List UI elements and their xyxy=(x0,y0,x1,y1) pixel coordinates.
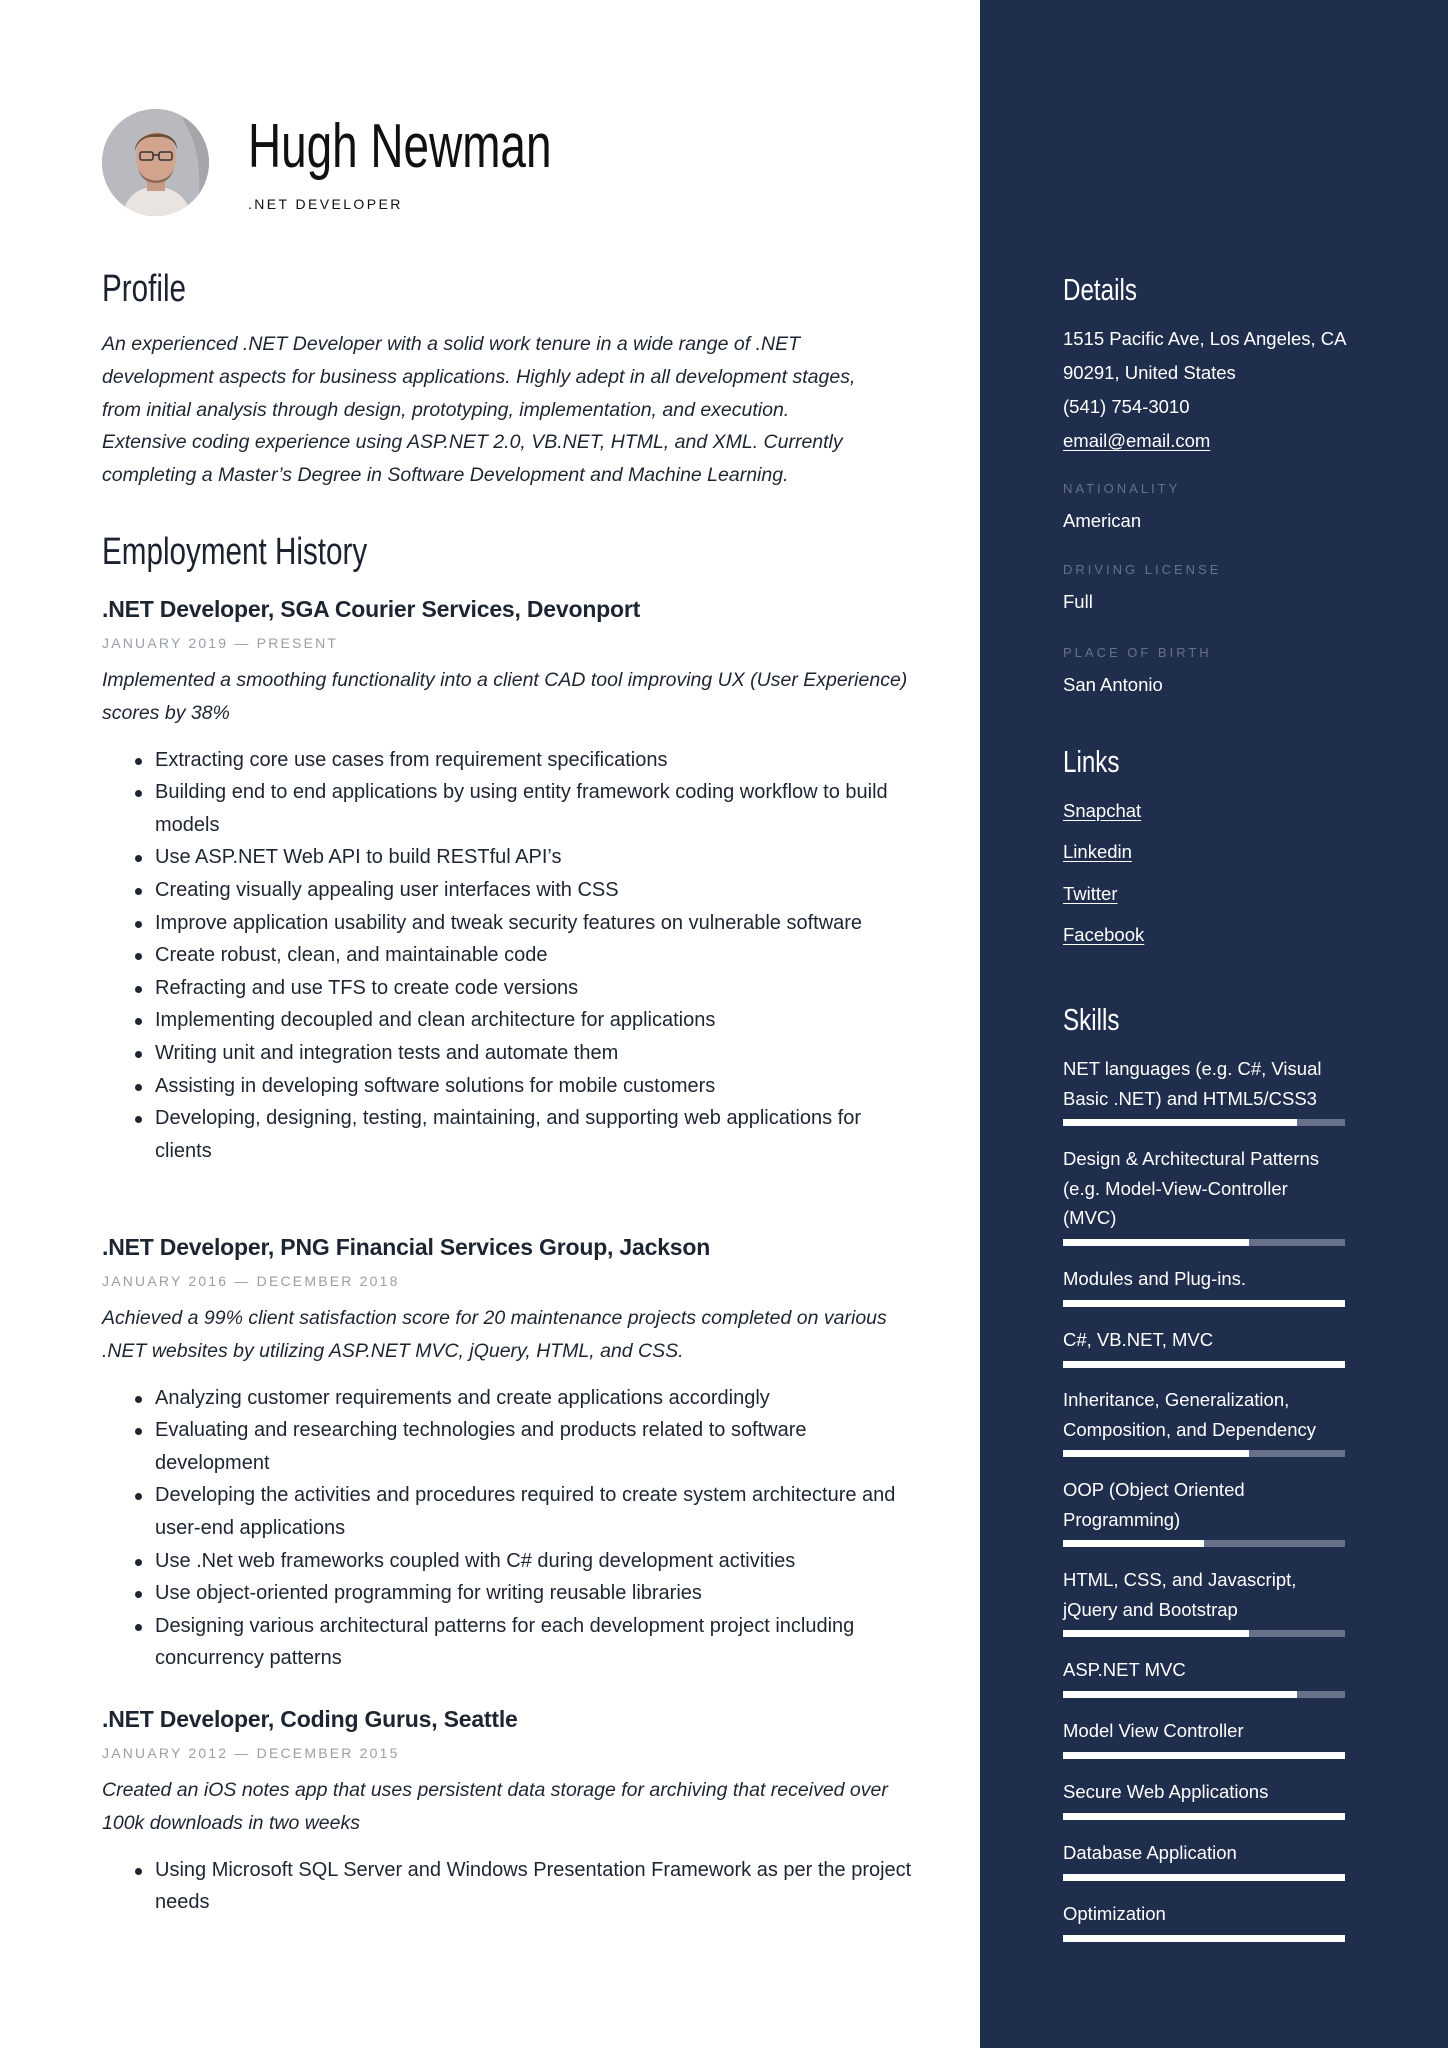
skill-level-bar xyxy=(1063,1691,1345,1698)
profile-line: development aspects for business applications. Highly adept in all development stages, xyxy=(102,365,856,388)
job-entry xyxy=(102,594,922,1167)
skill-level-bar xyxy=(1063,1239,1345,1246)
list-item: Evaluating and researching technologies and products related to software development xyxy=(155,1414,915,1479)
skill-item xyxy=(1063,1838,1345,1881)
place-of-birth-label: PLACE OF BIRTH xyxy=(1063,645,1212,660)
skill-name: C#, VB.NET, MVC xyxy=(1063,1329,1214,1350)
job-entry xyxy=(102,1704,922,1919)
profile-line: An experienced .NET Developer with a solid work tenure in a wide range of .NET xyxy=(102,333,801,355)
list-item: Using Microsoft SQL Server and Windows Presentation Framework as per the project needs xyxy=(155,1854,915,1919)
nationality-value: American xyxy=(1063,510,1142,531)
job-dates: JANUARY 2012 — DECEMBER 2015 xyxy=(102,1745,400,1761)
link-snapchat[interactable]: Snapchat xyxy=(1063,800,1142,821)
profile-line: from initial analysis through design, prototyping, implementation, and execution. xyxy=(102,398,790,421)
job-bullet-list xyxy=(102,744,922,1168)
skill-level-bar xyxy=(1063,1752,1345,1759)
skill-name: Optimization xyxy=(1063,1903,1166,1924)
list-item: Implementing decoupled and clean architecture for applications xyxy=(155,1004,915,1037)
list-item: Improve application usability and tweak security features on vulnerable software xyxy=(155,907,915,940)
skill-item xyxy=(1063,1264,1345,1307)
link-facebook[interactable]: Facebook xyxy=(1063,924,1145,945)
job-entry xyxy=(102,1232,922,1675)
job-title: .NET Developer, Coding Gurus, Seattle xyxy=(102,1706,518,1732)
skill-name: NET languages (e.g. C#, Visual Basic .NET) and HTML5/CSS3 xyxy=(1063,1058,1322,1109)
skill-name: Secure Web Applications xyxy=(1063,1781,1269,1802)
skill-level-bar xyxy=(1063,1630,1345,1637)
address-line-1: 1515 Pacific Ave, Los Angeles, CA xyxy=(1063,328,1347,349)
skill-name: Design & Architectural Patterns (e.g. Model-View-Controller (MVC) xyxy=(1063,1148,1320,1228)
place-of-birth-value: San Antonio xyxy=(1063,674,1163,695)
skill-level-fill xyxy=(1063,1813,1345,1820)
section-heading-profile: Profile xyxy=(102,268,187,310)
skill-level-bar xyxy=(1063,1935,1345,1942)
skill-level-fill xyxy=(1063,1300,1345,1307)
skill-level-fill xyxy=(1063,1361,1345,1368)
avatar xyxy=(102,109,209,216)
skill-name: ASP.NET MVC xyxy=(1063,1659,1186,1680)
skill-item xyxy=(1063,1899,1345,1942)
list-item: Analyzing customer requirements and create applications accordingly xyxy=(155,1382,915,1415)
skill-level-fill xyxy=(1063,1691,1297,1698)
driving-license-label: DRIVING LICENSE xyxy=(1063,562,1222,577)
skill-item xyxy=(1063,1144,1345,1246)
job-summary: Created an iOS notes app that uses persistent data storage for archiving that received over 100k downloads in two weeks xyxy=(102,1779,888,1834)
skill-item xyxy=(1063,1716,1345,1759)
skill-item xyxy=(1063,1475,1345,1547)
list-item: Developing the activities and procedures required to create system architecture and user-end applications xyxy=(155,1479,915,1544)
list-item: Use object-oriented programming for writing reusable libraries xyxy=(155,1577,915,1610)
list-item: Create robust, clean, and maintainable code xyxy=(155,939,915,972)
job-title: .NET Developer, PNG Financial Services Group, Jackson xyxy=(102,1234,711,1260)
skill-level-bar xyxy=(1063,1450,1345,1457)
skill-name: Model View Controller xyxy=(1063,1720,1244,1741)
skill-level-fill xyxy=(1063,1630,1249,1637)
driving-license-value: Full xyxy=(1063,591,1093,612)
job-summary: Achieved a 99% client satisfaction score for 20 maintenance projects completed on various .NET websites by utilizing ASP.NET MVC, jQuery, HTML, and CSS. xyxy=(102,1307,887,1362)
job-dates: JANUARY 2016 — DECEMBER 2018 xyxy=(102,1273,400,1289)
job-bullet-list xyxy=(102,1382,922,1675)
skill-level-fill xyxy=(1063,1239,1249,1246)
section-heading-details: Details xyxy=(1063,272,1137,307)
skill-name: Inheritance, Generalization, Composition, and Dependency xyxy=(1063,1389,1316,1440)
skill-level-fill xyxy=(1063,1874,1345,1881)
skill-level-fill xyxy=(1063,1119,1297,1126)
job-bullet-list xyxy=(102,1854,922,1919)
email-link[interactable]: email@email.com xyxy=(1063,430,1211,451)
list-item: Extracting core use cases from requirement specifications xyxy=(155,744,915,777)
list-item: Developing, designing, testing, maintaining, and supporting web applications for clients xyxy=(155,1102,915,1167)
list-item: Refracting and use TFS to create code versions xyxy=(155,972,915,1005)
skill-level-bar xyxy=(1063,1300,1345,1307)
section-heading-skills: Skills xyxy=(1063,1002,1120,1037)
list-item: Writing unit and integration tests and automate them xyxy=(155,1037,915,1070)
skill-level-bar xyxy=(1063,1119,1345,1126)
skill-level-fill xyxy=(1063,1752,1345,1759)
list-item: Assisting in developing software solutions for mobile customers xyxy=(155,1070,915,1103)
list-item: Building end to end applications by using entity framework coding workflow to build models xyxy=(155,776,915,841)
nationality-label: NATIONALITY xyxy=(1063,481,1181,496)
list-item: Designing various architectural patterns for each development project including concurrency patterns xyxy=(155,1610,915,1675)
skill-item xyxy=(1063,1054,1345,1126)
list-item: Creating visually appealing user interfaces with CSS xyxy=(155,874,915,907)
skill-item xyxy=(1063,1325,1345,1368)
job-summary: Implemented a smoothing functionality into a client CAD tool improving UX (User Experience) scores by 38% xyxy=(102,669,908,724)
skill-level-fill xyxy=(1063,1450,1249,1457)
profile-photo-icon xyxy=(102,109,209,216)
section-heading-employment: Employment History xyxy=(102,531,368,573)
list-item: Use ASP.NET Web API to build RESTful API’s xyxy=(155,841,915,874)
profile-line: Extensive coding experience using ASP.NET 2.0, VB.NET, HTML, and XML. Currently xyxy=(102,431,843,454)
link-twitter[interactable]: Twitter xyxy=(1063,883,1118,904)
skill-level-fill xyxy=(1063,1540,1204,1547)
job-title: .NET Developer, SGA Courier Services, Devonport xyxy=(102,596,641,622)
section-heading-links: Links xyxy=(1063,744,1120,779)
skill-level-bar xyxy=(1063,1874,1345,1881)
skill-level-fill xyxy=(1063,1935,1345,1942)
list-item: Use .Net web frameworks coupled with C# during development activities xyxy=(155,1545,915,1578)
skill-item xyxy=(1063,1385,1345,1457)
profile-summary xyxy=(102,328,902,492)
candidate-name: Hugh Newman xyxy=(248,112,552,181)
job-dates: JANUARY 2019 — PRESENT xyxy=(102,635,339,651)
skill-item xyxy=(1063,1655,1345,1698)
phone-number: (541) 754-3010 xyxy=(1063,396,1190,417)
address-line-2: 90291, United States xyxy=(1063,362,1236,383)
skill-item xyxy=(1063,1777,1345,1820)
candidate-job-title: .NET DEVELOPER xyxy=(248,196,403,212)
skill-level-bar xyxy=(1063,1540,1345,1547)
skill-name: Modules and Plug-ins. xyxy=(1063,1268,1247,1289)
skill-item xyxy=(1063,1565,1345,1637)
skill-level-bar xyxy=(1063,1361,1345,1368)
skill-name: Database Application xyxy=(1063,1842,1237,1863)
skill-level-bar xyxy=(1063,1813,1345,1820)
skill-name: HTML, CSS, and Javascript, jQuery and Bootstrap xyxy=(1063,1569,1297,1620)
profile-line: completing a Master’s Degree in Software Development and Machine Learning. xyxy=(102,464,789,487)
skill-name: OOP (Object Oriented Programming) xyxy=(1063,1479,1245,1530)
link-linkedin[interactable]: Linkedin xyxy=(1063,841,1132,862)
